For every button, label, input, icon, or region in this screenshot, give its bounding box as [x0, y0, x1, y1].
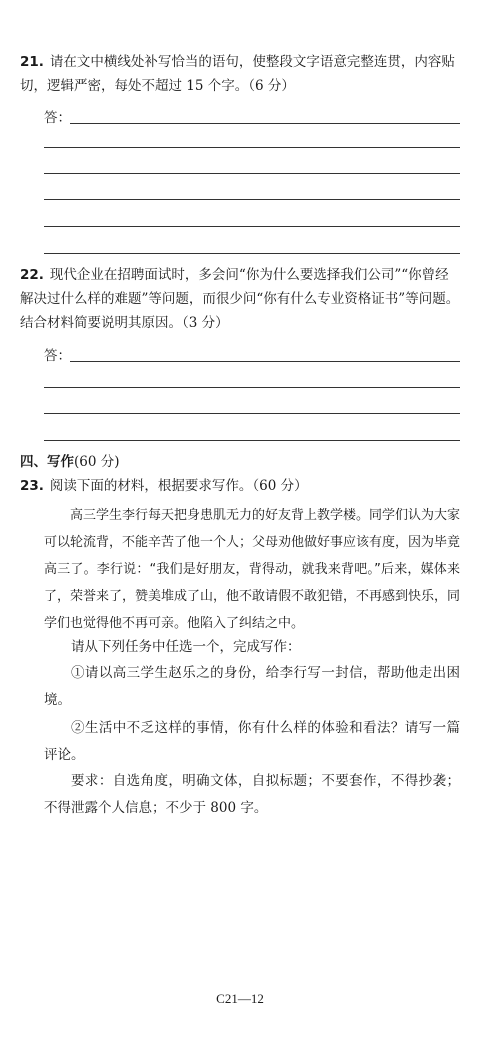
question-22 — [20, 263, 460, 335]
writing-material: 高三学生李行每天把身患肌无力的好友背上教学楼。同学们认为大家可以轮流背，不能辛苦了他一个人；父母劝他做好事应该有度，因为毕竟高三了。李行说：“我们是好朋友，背得动，就我来背吧。”后来，媒体来了，荣誉来了，赞美堆成了山，他不敢请假不敢犯错，不再感到快乐，同学们也觉得他不再可亲。他陷入了纠结之中。 — [44, 508, 461, 631]
question-21 — [20, 50, 460, 98]
section-heading — [20, 450, 120, 470]
answer-line[interactable] — [70, 123, 460, 124]
answer-line[interactable] — [44, 387, 460, 388]
question-text: 阅读下面的材料，根据要求写作。（60 分） — [49, 478, 308, 494]
question-text: 现代企业在招聘面试时，多会问“你为什么要选择我们公司”“你曾经解决过什么样的难题”等问题，而很少问“你有什么专业资格证书”等问题。结合材料简要说明其原因。（3 分） — [20, 267, 460, 331]
answer-line[interactable] — [70, 361, 460, 362]
answer-line[interactable] — [44, 147, 460, 148]
task-option-2: ②生活中不乏这样的事情，你有什么样的体验和看法？请写一篇评论。 — [44, 720, 460, 763]
question-number: 21. — [20, 54, 44, 70]
answer-line[interactable] — [44, 253, 460, 254]
writing-requirements: 要求：自选角度，明确文体，自拟标题；不要套作，不得抄袭；不得泄露个人信息；不少于 800 字。 — [44, 773, 460, 816]
answer-line[interactable] — [44, 226, 460, 227]
answer-row-21[interactable] — [44, 106, 460, 126]
answer-line[interactable] — [44, 199, 460, 200]
question-number: 22. — [20, 267, 44, 283]
answer-line[interactable] — [44, 413, 460, 414]
task-instruction: 请从下列任务中任选一个，完成写作： — [71, 639, 301, 655]
page-code: C21—12 — [216, 991, 264, 1006]
answer-row-22[interactable] — [44, 344, 460, 364]
task-option-1: ①请以高三学生赵乐之的身份，给李行写一封信，帮助他走出困境。 — [44, 665, 460, 708]
section-points: (60 分) — [74, 454, 120, 470]
answer-label: 答： — [44, 348, 71, 364]
answer-label: 答： — [44, 110, 71, 126]
question-23 — [20, 474, 460, 498]
answer-line[interactable] — [44, 440, 460, 441]
question-number: 23. — [20, 478, 44, 494]
question-text: 请在文中横线处补写恰当的语句，使整段文字语意完整连贯，内容贴切，逻辑严密，每处不超过 15 个字。（6 分） — [20, 54, 455, 94]
answer-line[interactable] — [44, 173, 460, 174]
section-title: 四、写作 — [20, 454, 74, 470]
